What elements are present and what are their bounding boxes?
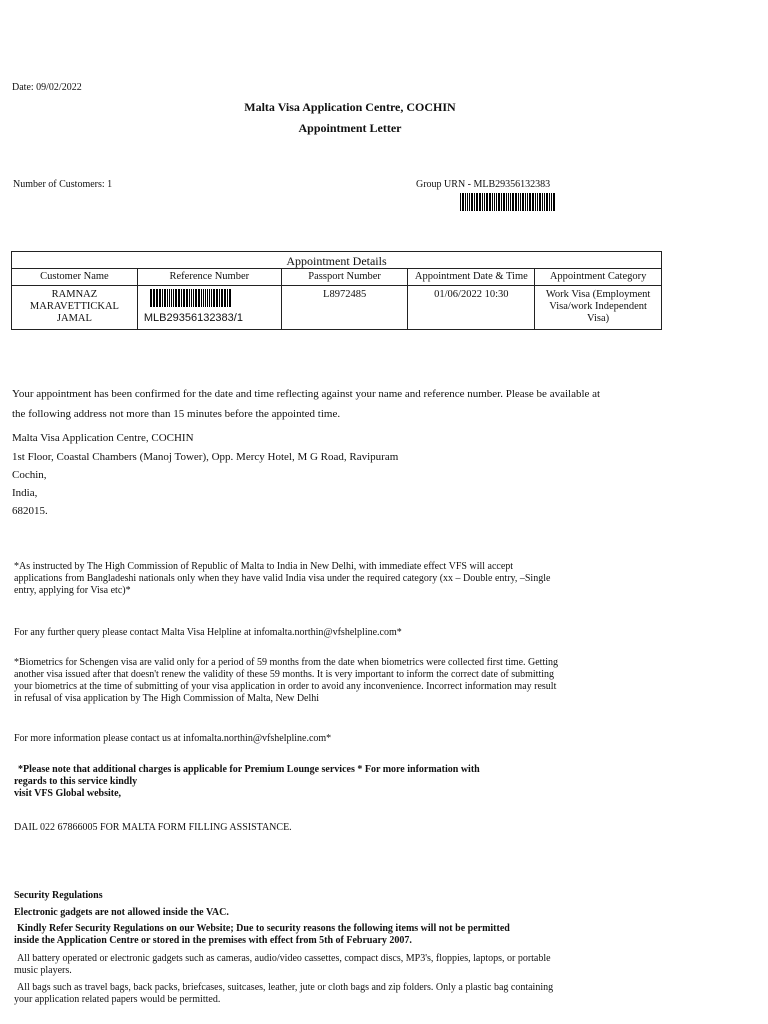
barcode-bar: [224, 289, 226, 307]
barcode-bar: [542, 193, 543, 211]
barcode-bar: [510, 193, 511, 211]
barcode-bar: [506, 193, 507, 211]
barcode-bar: [181, 289, 182, 307]
security-gadgets: Electronic gadgets are not allowed inside the VAC.: [14, 907, 229, 918]
barcode-bar: [193, 289, 194, 307]
barcode-bar: [489, 193, 491, 211]
col-reference-number: Reference Number: [137, 269, 281, 286]
barcode-bar: [164, 289, 166, 307]
col-appointment-date-time: Appointment Date & Time: [408, 269, 535, 286]
barcode-bar: [520, 193, 521, 211]
confirmation-line-1: Your appointment has been confirmed for the date and time reflecting against your name and reference number. Please be available at: [12, 388, 601, 400]
barcode-bar: [518, 193, 519, 211]
barcode-bar: [207, 289, 208, 307]
barcode-bar: [553, 193, 555, 211]
barcode-bar: [189, 289, 190, 307]
barcode-bar: [156, 289, 158, 307]
centre-title: Malta Visa Application Centre, COCHIN: [244, 100, 456, 114]
col-appointment-category: Appointment Category: [535, 269, 662, 286]
form-filling-note: DAIL 022 67866005 FOR MALTA FORM FILLING ASSISTANCE.: [14, 822, 292, 833]
barcode-bar: [479, 193, 481, 211]
barcode-bar: [512, 193, 514, 211]
premium-note-2: regards to this service kindly: [14, 776, 138, 787]
barcode-bar: [173, 289, 174, 307]
reference-number-text: MLB29356132383/1: [143, 312, 243, 324]
barcode-bar: [462, 193, 464, 211]
barcode-bar: [484, 193, 485, 211]
barcode-bar: [498, 193, 500, 211]
barcode-bar: [467, 193, 468, 211]
barcode-bar: [525, 193, 526, 211]
group-urn: Group URN - MLB29356132383: [416, 179, 551, 190]
barcode-bar: [227, 289, 228, 307]
note-bangladesh: *As instructed by The High Commission of Republic of Malta to India in New Delhi, with immediate effect VFS will accept applications from Bangladeshi nationals only when they have valid India visa under the required category (xx – Double entry, –Single entry, applying for Visa etc)*: [14, 561, 551, 596]
premium-note-3: visit VFS Global website,: [14, 788, 122, 799]
confirmation-line-2: the following address not more than 15 minutes before the appointed time.: [12, 408, 341, 420]
barcode-bar: [551, 193, 552, 211]
barcode-bar: [209, 289, 210, 307]
barcode-bar: [167, 289, 168, 307]
barcode-bar: [162, 289, 163, 307]
address-line-1: Malta Visa Application Centre, COCHIN: [12, 432, 194, 444]
note-more-info: For more information please contact us at infomalta.northin@vfshelpline.com*: [14, 733, 332, 744]
barcode-bar: [539, 193, 541, 211]
barcode-bar: [549, 193, 550, 211]
barcode-bar: [159, 289, 161, 307]
address-line-4: India,: [12, 487, 38, 499]
col-customer-name: Customer Name: [12, 269, 138, 286]
note-helpline: For any further query please contact Malta Visa Helpline at infomalta.northin@vfshelpline.com*: [14, 627, 402, 638]
barcode-bar: [537, 193, 538, 211]
table-caption: Appointment Details: [11, 251, 662, 268]
barcode-bar: [482, 193, 483, 211]
address-line-2: 1st Floor, Coastal Chambers (Manoj Tower), Opp. Mercy Hotel, M G Road, Ravipuram: [12, 451, 399, 463]
table-row: [12, 286, 662, 330]
barcode-bar: [211, 289, 212, 307]
barcode-bar: [486, 193, 488, 211]
barcode-bar: [474, 193, 475, 211]
barcode-bar: [178, 289, 180, 307]
security-refer: Kindly Refer Security Regulations on our Website; Due to security reasons the following items will not be permitted inside the Application Centre or stored in the premises with effect from 5th of February 2007.: [14, 923, 510, 946]
barcode-bar: [544, 193, 545, 211]
barcode-bar: [201, 289, 202, 307]
letter-date: Date: 09/02/2022: [12, 82, 82, 93]
barcode-bar: [522, 193, 524, 211]
barcode-bar: [529, 193, 531, 211]
barcode-bar: [175, 289, 177, 307]
cell-category: Work Visa (Employment Visa/work Independent Visa): [535, 286, 662, 330]
barcode-bar: [532, 193, 534, 211]
barcode-bar: [508, 193, 509, 211]
barcode-bar: [191, 289, 192, 307]
barcode-bar: [198, 289, 200, 307]
barcode-bar: [203, 289, 204, 307]
appointment-table: [11, 251, 662, 330]
table-header-row: [12, 269, 662, 286]
barcode-bar: [221, 289, 223, 307]
customer-count: Number of Customers: 1: [13, 179, 113, 190]
premium-note-1: *Please note that additional charges is applicable for Premium Lounge services * For more information with: [18, 764, 480, 775]
barcode-bar: [465, 193, 466, 211]
barcode-bar: [469, 193, 470, 211]
barcode-bar: [213, 289, 215, 307]
group-urn-barcode: [460, 193, 587, 211]
barcode-bar: [153, 289, 155, 307]
letter-title: Appointment Letter: [298, 121, 402, 135]
barcode-bar: [186, 289, 188, 307]
barcode-bar: [476, 193, 478, 211]
barcode-bar: [501, 193, 502, 211]
col-passport-number: Passport Number: [281, 269, 408, 286]
barcode-bar: [171, 289, 172, 307]
barcode-bar: [503, 193, 505, 211]
barcode-bar: [494, 193, 495, 211]
barcode-bar: [150, 289, 152, 307]
barcode-bar: [216, 289, 218, 307]
barcode-bar: [515, 193, 517, 211]
barcode-bar: [471, 193, 473, 211]
barcode-bar: [229, 289, 231, 307]
cell-reference-number: [137, 286, 281, 330]
barcode-bar: [527, 193, 528, 211]
security-items-bags: All bags such as travel bags, back packs, briefcases, suitcases, leather, jute or cloth bags and zip folders. Only a plastic bag containing your application related papers would be permitted.: [14, 982, 554, 1005]
cell-customer-name: RAMNAZ MARAVETTICKAL JAMAL: [12, 286, 138, 330]
barcode-bar: [219, 289, 220, 307]
barcode-bar: [535, 193, 536, 211]
barcode-bar: [460, 193, 461, 211]
security-items-electronics: All battery operated or electronic gadgets such as cameras, audio/video cassettes, compact discs, MP3's, floppies, laptops, or portable music players.: [14, 953, 551, 976]
cell-passport-number: L8972485: [281, 286, 408, 330]
address-line-5: 682015.: [12, 505, 48, 517]
address-line-3: Cochin,: [12, 469, 47, 481]
security-title: Security Regulations: [14, 890, 103, 901]
barcode-bar: [169, 289, 170, 307]
barcode-bar: [546, 193, 548, 211]
barcode-bar: [492, 193, 493, 211]
note-biometrics: *Biometrics for Schengen visa are valid only for a period of 59 months from the date when biometrics were collected first time. Getting another visa issued after that doesn't renew the validity of these 59 months. It is very important to inform the correct date of submitting your biometrics at the time of submitting of your visa application in order to avoid any inconvenience. Incorrect information may result in refusal of visa application by The High Commission of Malta, New Delhi: [14, 657, 559, 704]
cell-date-time: 01/06/2022 10:30: [408, 286, 535, 330]
barcode-bar: [205, 289, 206, 307]
barcode-bar: [183, 289, 185, 307]
reference-barcode: [150, 289, 250, 307]
barcode-bar: [195, 289, 197, 307]
barcode-bar: [496, 193, 497, 211]
